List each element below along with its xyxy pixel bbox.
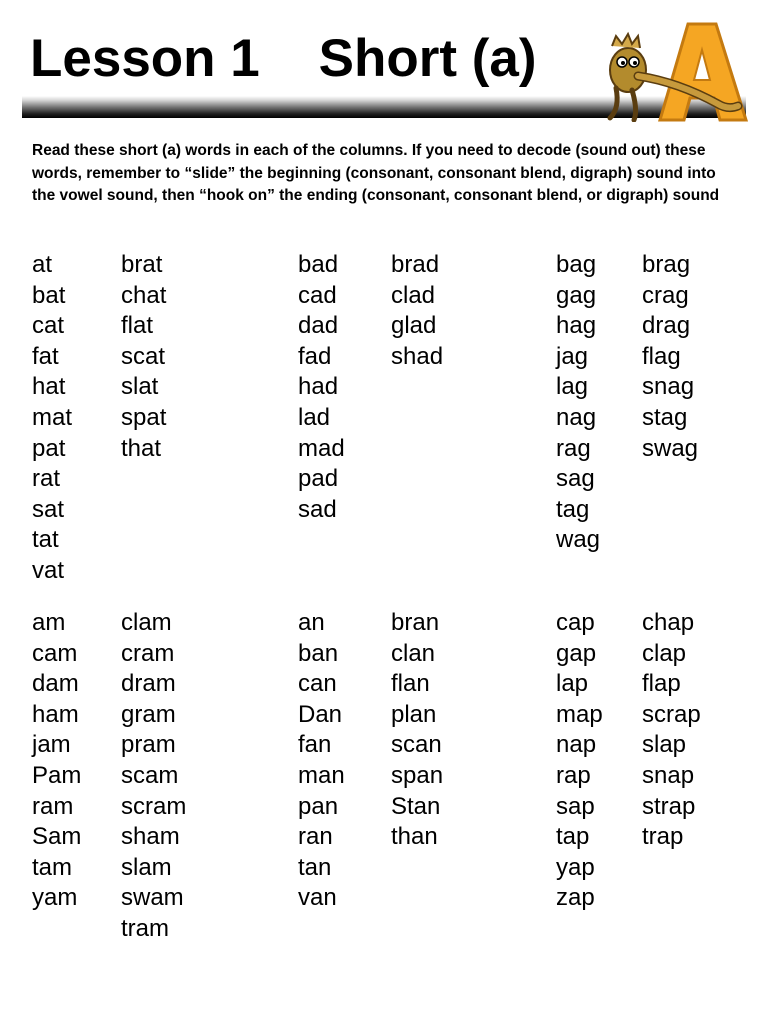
word: trap <box>642 823 684 851</box>
word: scat <box>121 342 166 370</box>
word: clam <box>121 609 172 636</box>
word: tat <box>32 526 59 554</box>
word-column-blend <box>642 608 701 853</box>
word: swag <box>642 434 699 462</box>
word: scan <box>391 731 442 759</box>
word: flag <box>642 342 681 370</box>
word: clan <box>391 639 436 667</box>
word: crag <box>642 281 689 309</box>
word: scram <box>121 792 187 820</box>
word-column-blend <box>121 608 186 945</box>
word: yap <box>556 853 595 881</box>
word: pan <box>298 792 339 820</box>
word: clad <box>391 281 436 309</box>
word: wag <box>556 526 601 554</box>
word: tap <box>556 823 590 851</box>
word-column-blend <box>121 250 166 464</box>
word: sag <box>556 465 595 493</box>
word: gag <box>556 281 597 309</box>
word: tam <box>32 853 73 881</box>
word: cap <box>556 609 595 636</box>
word: than <box>391 823 438 851</box>
word-column-base <box>556 250 600 556</box>
word: Sam <box>32 823 82 851</box>
word: ran <box>298 823 333 851</box>
word: glad <box>391 312 437 340</box>
word: rap <box>556 761 591 789</box>
word: fad <box>298 342 332 370</box>
word: dad <box>298 312 339 340</box>
word: scrap <box>642 700 701 728</box>
word: van <box>298 884 337 912</box>
word: shad <box>391 342 444 370</box>
word: map <box>556 700 603 728</box>
word: mad <box>298 434 345 462</box>
word: lag <box>556 373 589 401</box>
word: pat <box>32 434 66 462</box>
word: lad <box>298 403 331 431</box>
word-column-base <box>32 250 72 587</box>
word: man <box>298 761 345 789</box>
word: rag <box>556 434 591 462</box>
word: slap <box>642 731 687 759</box>
word: rat <box>32 465 61 493</box>
word: hag <box>556 312 597 340</box>
word: tag <box>556 495 590 523</box>
word-column-blend <box>391 250 443 372</box>
word: sad <box>298 495 337 523</box>
word: an <box>298 609 325 636</box>
word: ban <box>298 639 339 667</box>
word: bag <box>556 251 597 278</box>
word: yam <box>32 884 78 912</box>
word: chat <box>121 281 167 309</box>
word: tan <box>298 853 332 881</box>
word: cad <box>298 281 337 309</box>
word: snap <box>642 761 695 789</box>
word: cram <box>121 639 175 667</box>
word: gram <box>121 700 176 728</box>
word: chap <box>642 609 695 636</box>
word: flan <box>391 670 430 698</box>
word: Pam <box>32 761 82 789</box>
word: cat <box>32 312 65 340</box>
word: pram <box>121 731 176 759</box>
word: brad <box>391 251 440 278</box>
word: jag <box>556 342 589 370</box>
word: cam <box>32 639 78 667</box>
word: fat <box>32 342 59 370</box>
word: snag <box>642 373 695 401</box>
word-column-base <box>298 608 345 914</box>
word: nag <box>556 403 597 431</box>
word: had <box>298 373 339 401</box>
word-column-base <box>32 608 81 914</box>
page-title: Lesson 1 Short (a) <box>30 29 537 88</box>
word: zap <box>556 884 595 912</box>
word: slam <box>121 853 172 881</box>
word: mat <box>32 403 73 431</box>
word: gap <box>556 639 597 667</box>
word: bran <box>391 609 440 636</box>
letter-a-mascot-icon <box>598 18 748 122</box>
word: spat <box>121 403 167 431</box>
word: drag <box>642 312 691 340</box>
word: Stan <box>391 792 441 820</box>
word: lap <box>556 670 589 698</box>
word: pad <box>298 465 339 493</box>
word: nap <box>556 731 597 759</box>
word: plan <box>391 700 437 728</box>
word: sham <box>121 823 180 851</box>
word-column-blend <box>391 608 443 853</box>
word: tram <box>121 914 169 942</box>
word: scam <box>121 761 179 789</box>
word-column-base <box>556 608 603 914</box>
word: am <box>32 609 66 636</box>
word: jam <box>32 731 71 759</box>
word: strap <box>642 792 696 820</box>
word: that <box>121 434 162 462</box>
word: bad <box>298 251 339 278</box>
word: flap <box>642 670 681 698</box>
word: dam <box>32 670 79 698</box>
word-column-blend <box>642 250 698 464</box>
word: ram <box>32 792 74 820</box>
word: dram <box>121 670 176 698</box>
word: swam <box>121 884 184 912</box>
word: bat <box>32 281 66 309</box>
word: fan <box>298 731 332 759</box>
word: clap <box>642 639 687 667</box>
word: sat <box>32 495 65 523</box>
word: span <box>391 761 444 789</box>
word: vat <box>32 556 65 584</box>
word: flat <box>121 312 154 340</box>
word: can <box>298 670 337 698</box>
word: stag <box>642 403 688 431</box>
word: brag <box>642 251 691 278</box>
word: ham <box>32 700 79 728</box>
word: at <box>32 251 53 278</box>
instructions-paragraph: Read these short (a) words in each of the columns. If you need to decode (sound out) these words, remember to “slide” the beginning (consonant, consonant blend, digraph) sound into the vowel sound, then “hook on” the ending (consonant, consonant blend, or digraph) sound <box>32 142 720 204</box>
word: hat <box>32 373 66 401</box>
word: slat <box>121 373 159 401</box>
word: Dan <box>298 700 343 728</box>
word-column-base <box>298 250 345 525</box>
word: sap <box>556 792 595 820</box>
word: brat <box>121 251 163 278</box>
